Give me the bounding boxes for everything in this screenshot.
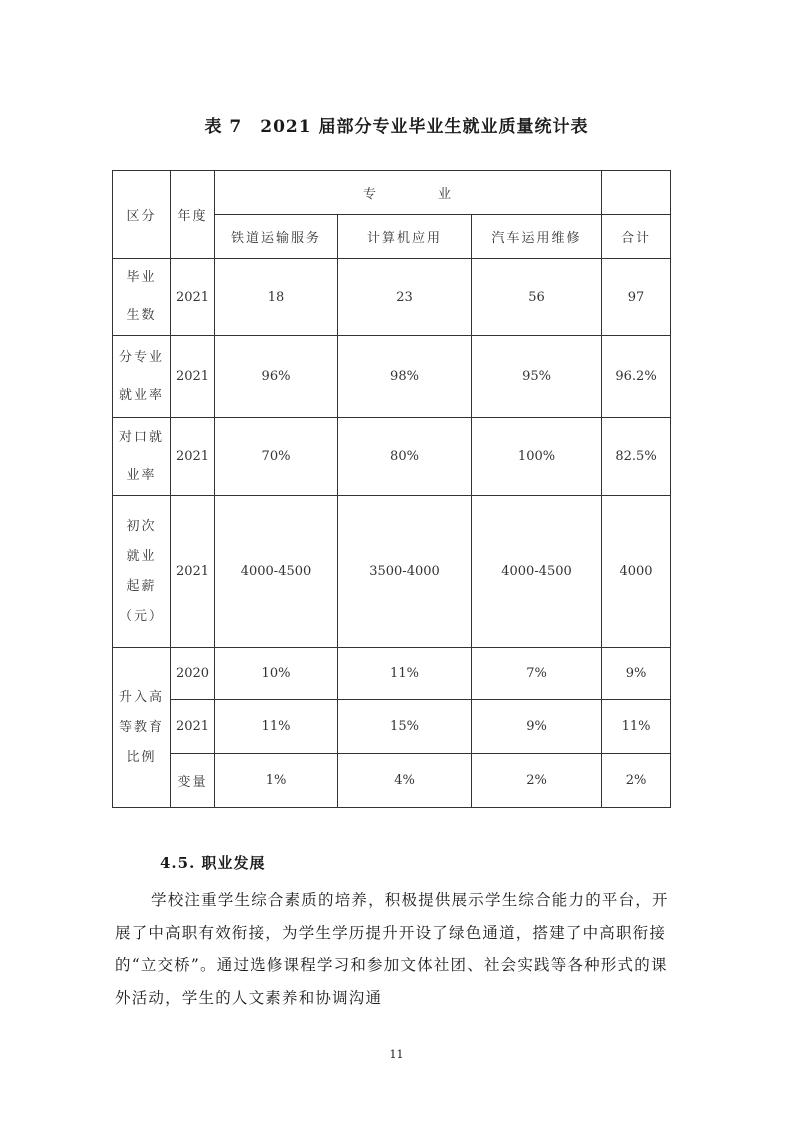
table-row-employment-rate	[113, 336, 671, 418]
cell-value: 4%	[338, 754, 472, 808]
table-row-starting-salary	[113, 496, 671, 648]
page-number: 11	[389, 1048, 404, 1061]
cell-value: 2%	[602, 754, 671, 808]
cell-value: 9%	[472, 700, 602, 754]
table-row-further-2020	[113, 648, 671, 700]
cell-value: 23	[338, 259, 472, 336]
row-year: 2021	[171, 700, 215, 754]
cell-value: 4000	[602, 496, 671, 648]
header-year: 年度	[171, 171, 215, 259]
header-major-auto: 汽车运用维修	[472, 215, 602, 259]
table-row-matched-rate	[113, 418, 671, 496]
row-year: 2021	[171, 496, 215, 648]
cell-value: 3500-4000	[338, 496, 472, 648]
row-year: 2021	[171, 336, 215, 418]
cell-value: 7%	[472, 648, 602, 700]
row-label: 毕业 生数	[113, 259, 171, 336]
row-year: 2021	[171, 418, 215, 496]
table-row-further-2021	[113, 700, 671, 754]
row-label: 升入高 等教育 比例	[113, 648, 171, 808]
cell-value: 10%	[215, 648, 338, 700]
table-row-further-change	[113, 754, 671, 808]
cell-value: 97	[602, 259, 671, 336]
cell-value: 15%	[338, 700, 472, 754]
cell-value: 18	[215, 259, 338, 336]
header-total: 合计	[602, 215, 671, 259]
cell-value: 11%	[338, 648, 472, 700]
cell-value: 11%	[215, 700, 338, 754]
cell-value: 70%	[215, 418, 338, 496]
header-major-group: 专 业	[215, 171, 602, 215]
table-header-row-1	[113, 171, 671, 215]
row-year: 2021	[171, 259, 215, 336]
cell-value: 98%	[338, 336, 472, 418]
cell-value: 9%	[602, 648, 671, 700]
cell-value: 96.2%	[602, 336, 671, 418]
header-major-railway: 铁道运输服务	[215, 215, 338, 259]
section-heading: 4.5. 职业发展	[160, 854, 266, 872]
cell-value: 100%	[472, 418, 602, 496]
table-title: 表 7 2021 届部分专业毕业生就业质量统计表	[204, 117, 589, 137]
cell-value: 96%	[215, 336, 338, 418]
header-major-computer: 计算机应用	[338, 215, 472, 259]
body-paragraph: 学校注重学生综合素质的培养，积极提供展示学生综合能力的平台，开展了中高职有效衔接，为学生学历提升开设了绿色通道，搭建了中高职衔接的“立交桥”。通过选修课程学习和参加文体社团、社会实践等各种形式的课外活动，学生的人文素养和协调沟通	[115, 891, 669, 1007]
employment-statistics-table	[112, 170, 671, 808]
table-row-graduates	[113, 259, 671, 336]
row-label: 分专业 就业率	[113, 336, 171, 418]
header-category: 区分	[113, 171, 171, 259]
row-label: 初次 就业 起薪 （元）	[113, 496, 171, 648]
cell-value: 4000-4500	[215, 496, 338, 648]
cell-value: 11%	[602, 700, 671, 754]
cell-value: 80%	[338, 418, 472, 496]
cell-value: 1%	[215, 754, 338, 808]
header-blank	[602, 171, 671, 215]
cell-value: 56	[472, 259, 602, 336]
row-label: 对口就 业率	[113, 418, 171, 496]
cell-value: 2%	[472, 754, 602, 808]
row-year: 2020	[171, 648, 215, 700]
row-year: 变量	[171, 754, 215, 808]
cell-value: 95%	[472, 336, 602, 418]
cell-value: 82.5%	[602, 418, 671, 496]
cell-value: 4000-4500	[472, 496, 602, 648]
